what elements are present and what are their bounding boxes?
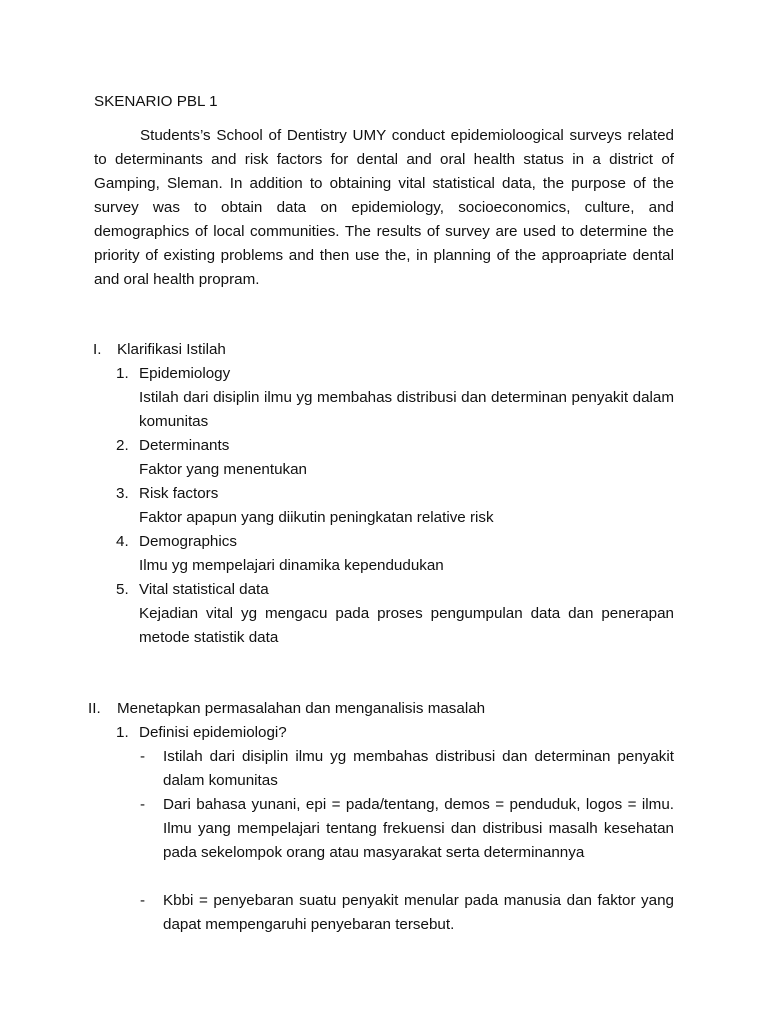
item-number: 1. [116,365,129,382]
scenario-paragraph: Students’s School of Dentistry UMY conduct epidemioloogical surveys related to determinants and risk factors for dental and oral health status in a district of Gamping, Sleman. In addition to obtaining vital statistical data, the purpose of the survey was to obtain data on epidemiology, socioeconomics, culture, and demographics of local communities. The results of survey are used to determine the priority of existing problems and then use the, in planning of the approapriate dental and oral health propram. [94,127,674,288]
section-numeral: I. [93,341,102,358]
bullet-text: Kbbi = penyebaran suatu penyakit menular pada manusia dan faktor yang dapat mempengaruhi penyebaran tersebut. [163,892,674,933]
term-name: Demographics [139,533,237,550]
bullet-dash: - [140,796,146,813]
item-number: 4. [116,533,129,550]
term-name: Determinants [139,437,230,454]
section-title [0,338,768,362]
term-description: Istilah dari disiplin ilmu yg membahas distribusi dan determinan penyakit dalam komunitas [139,389,674,430]
item-number: 1. [116,724,129,741]
term-name: Vital statistical data [139,581,269,598]
document-heading: SKENARIO PBL 1 [94,93,218,110]
term-description: Faktor apapun yang diikutin peningkatan relative risk [139,509,494,526]
term-name: Risk factors [139,485,219,502]
bullet-text: Istilah dari disiplin ilmu yg membahas distribusi dan determinan penyakit dalam komunitas [163,748,674,789]
item-number: 2. [116,437,129,454]
bullet-dash: - [140,892,146,909]
item-number: 3. [116,485,129,502]
item-number: 5. [116,581,129,598]
section-label: Menetapkan permasalahan dan menganalisis masalah [117,700,486,717]
section-title [0,697,768,721]
section-numeral: II. [88,700,101,717]
question-text: Definisi epidemiologi? [139,724,287,741]
term-description: Ilmu yg mempelajari dinamika kependudukan [139,557,444,574]
section-label: Klarifikasi Istilah [117,341,226,358]
bullet-dash: - [140,748,146,765]
term-description: Kejadian vital yg mengacu pada proses pengumpulan data dan penerapan metode statistik data [139,605,674,646]
term-name: Epidemiology [139,365,231,382]
term-description: Faktor yang menentukan [139,461,308,478]
bullet-text: Dari bahasa yunani, epi = pada/tentang, demos = penduduk, logos = ilmu. Ilmu yang mempelajari tentang frekuensi dan distribusi masalh kesehatan pada sekelompok orang atau masyarakat serta determinannya [163,796,674,861]
